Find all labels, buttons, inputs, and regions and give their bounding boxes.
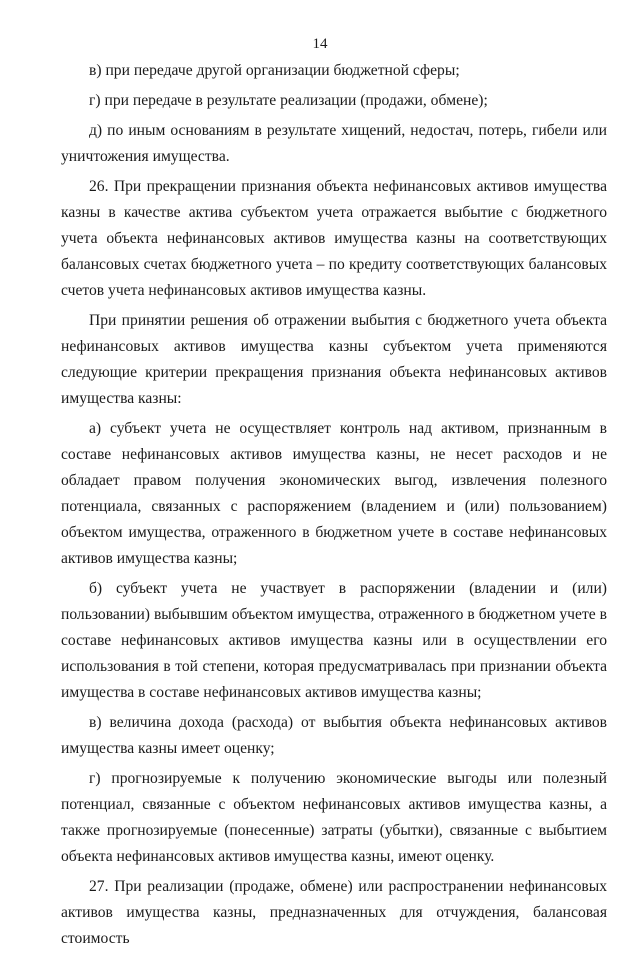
clause-26: 26. При прекращении признания объекта нефинансовых активов имущества казны в качестве актива субъектом учета отражается выбытие с бюджетного учета объекта нефинансовых активов имущества казны на соответствующих балансовых счетах бюджетного учета – по кредиту соответствующих балансовых счетов учета нефинансовых активов имущества казны. [61,178,607,299]
criterion-b: б) субъект учета не участвует в распоряжении (владении и (или) пользовании) выбывшим объектом имущества, отраженного в бюджетном учете в составе нефинансовых активов имущества казны или в осуществлении его использования в той степени, которая предусматривалась при признании объекта имущества в составе нефинансовых активов имущества казны; [61,580,607,701]
document-body [61,58,607,956]
page-number: 14 [312,36,328,52]
criterion-v: в) величина дохода (расхода) от выбытия объекта нефинансовых активов имущества казны имеет оценку; [61,714,607,757]
list-item-g: г) при передаче в результате реализации (продажи, обмене); [89,92,488,109]
criteria-intro-paragraph: При принятии решения об отражении выбытия с бюджетного учета объекта нефинансовых активов имущества казны субъектом учета применяются следующие критерии прекращения признания объекта нефинансовых активов имущества казны: [61,312,607,407]
list-item-d: д) по иным основаниям в результате хищений, недостач, потерь, гибели или уничтожения имущества. [61,122,607,165]
clause-27: 27. При реализации (продаже, обмене) или распространении нефинансовых активов имущества казны, предназначенных для отчуждения, балансовая стоимость [61,878,607,947]
criterion-g: г) прогнозируемые к получению экономические выгоды или полезный потенциал, связанные с объектом нефинансовых активов имущества казны, а также прогнозируемые (понесенные) затраты (убытки), связанные с выбытием объекта нефинансовых активов имущества казны, имеют оценку. [61,770,607,865]
list-item-v: в) при передаче другой организации бюджетной сферы; [89,62,460,79]
criterion-a: а) субъект учета не осуществляет контроль над активом, признанным в составе нефинансовых активов имущества казны, не несет расходов и не обладает правом получения экономических выгод, извлечения полезного потенциала, связанных с распоряжением (владением и (или) пользованием) объектом имущества, отраженного в бюджетном учете в составе нефинансовых активов имущества казны; [61,420,607,567]
